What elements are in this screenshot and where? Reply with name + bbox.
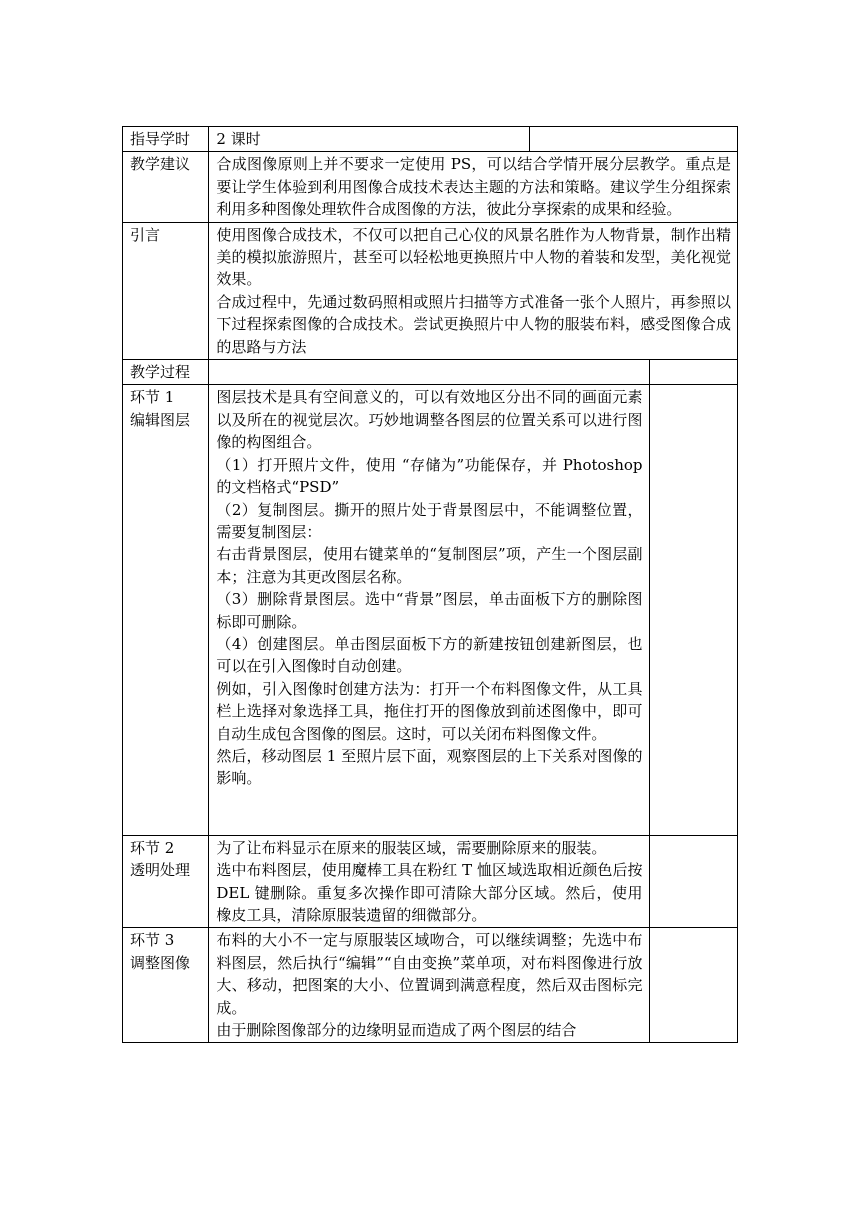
step-3-paragraph: 布料的大小不一定与原服装区域吻合，可以继续调整；先选中布料图层，然后执行“编辑”“自由变换”菜单项，对布料图像进行放大、移动，把图案的大小、位置调到满意程度，然后双击图标完成。	[216, 931, 643, 1017]
row-teaching-hours	[123, 127, 738, 152]
step-2-notes-cell	[649, 835, 737, 928]
row-teaching-process	[123, 360, 738, 385]
step-3-number: 环节 3	[130, 931, 175, 950]
step-1-paragraph: （2）复制图层。撕开的照片处于背景图层中，不能调整位置，需要复制图层：	[216, 500, 643, 541]
step-1-paragraph: 图层技术是具有空间意义的，可以有效地区分出不同的画面元素以及所在的视觉层次。巧妙地调整各图层的位置关系可以进行图像的构图组合。	[216, 388, 643, 452]
row-introduction	[123, 222, 738, 359]
step-2-paragraph: 选中布料图层，使用魔棒工具在粉红 T 恤区域选取相近颜色后按 DEL 键删除。重复多次操作即可清除大部分区域。然后，使用橡皮工具，清除原服装遗留的细微部分。	[216, 861, 643, 924]
teaching-hours-label: 指导学时	[123, 127, 209, 152]
step-1-label	[123, 385, 209, 835]
lesson-plan-table	[122, 126, 738, 1043]
row-step-2	[123, 835, 738, 928]
introduction-paragraph: 使用图像合成技术，不仅可以把自己心仪的风景名胜作为人物背景，制作出精美的模拟旅游照片，甚至可以轻松地更换照片中人物的着装和发型，美化视觉效果。	[216, 225, 731, 289]
introduction-paragraph: 合成过程中，先通过数码照相或照片扫描等方式准备一张个人照片，再参照以下过程探索图像的合成技术。尝试更换照片中人物的服装布料，感受图像合成的思路与方法	[216, 292, 731, 356]
step-1-content	[209, 385, 649, 835]
row-teaching-suggestion	[123, 152, 738, 222]
introduction-content	[209, 222, 738, 359]
step-1-number: 环节 1	[130, 388, 175, 407]
step-3-label	[123, 928, 209, 1043]
step-2-label	[123, 835, 209, 928]
step-1-paragraph: 例如，引入图像时创建方法为：打开一个布料图像文件，从工具栏上选择对象选择工具，拖住打开的图像放到前述图像中，即可自动生成包含图像的图层。这时，可以关闭布料图像文件。	[216, 679, 643, 743]
teaching-process-empty-cell	[209, 360, 649, 385]
step-1-paragraph: 然后，移动图层 1 至照片层下面，观察图层的上下关系对图像的影响。	[216, 746, 643, 788]
step-1-paragraph: 右击背景图层，使用右键菜单的“复制图层”项，产生一个图层副本；注意为其更改图层名称。	[216, 545, 643, 586]
step-1-paragraph: （4）创建图层。单击图层面板下方的新建按钮创建新图层，也可以在引入图像时自动创建。	[216, 634, 643, 676]
teaching-suggestion-text: 合成图像原则上并不要求一定使用 PS，可以结合学情开展分层教学。重点是要让学生体验到利用图像合成技术表达主题的方法和策略。建议学生分组探索利用多种图像处理软件合成图像的方法，彼此分享探索的成果和经验。	[209, 152, 738, 222]
step-2-paragraph: 为了让布料显示在原来的服装区域，需要删除原来的服装。	[216, 838, 607, 857]
teaching-process-label: 教学过程	[123, 360, 209, 385]
step-3-content	[209, 928, 649, 1043]
step-2-title: 透明处理	[130, 861, 191, 880]
row-step-3	[123, 928, 738, 1043]
step-1-paragraph: （3）删除背景图层。选中“背景”图层，单击面板下方的删除图标即可删除。	[216, 590, 643, 631]
step-2-content	[209, 835, 649, 928]
row-step-1	[123, 385, 738, 835]
step-3-paragraph: 由于删除图像部分的边缘明显而造成了两个图层的结合	[216, 1021, 577, 1040]
step-3-title: 调整图像	[130, 953, 191, 972]
step-1-title: 编辑图层	[130, 410, 191, 429]
teaching-hours-empty-cell	[529, 127, 737, 152]
step-1-notes-cell	[649, 385, 737, 835]
step-2-number: 环节 2	[130, 838, 175, 857]
step-1-blank-space	[216, 790, 642, 834]
teaching-suggestion-label: 教学建议	[123, 152, 209, 222]
introduction-label: 引言	[123, 222, 209, 359]
teaching-process-notes-cell	[649, 360, 737, 385]
step-1-paragraph: （1）打开照片文件，使用 “存储为”功能保存，并 Photoshop 的文档格式“PSD”	[216, 455, 643, 497]
teaching-hours-value: 2 课时	[209, 127, 530, 152]
step-3-notes-cell	[649, 928, 737, 1043]
